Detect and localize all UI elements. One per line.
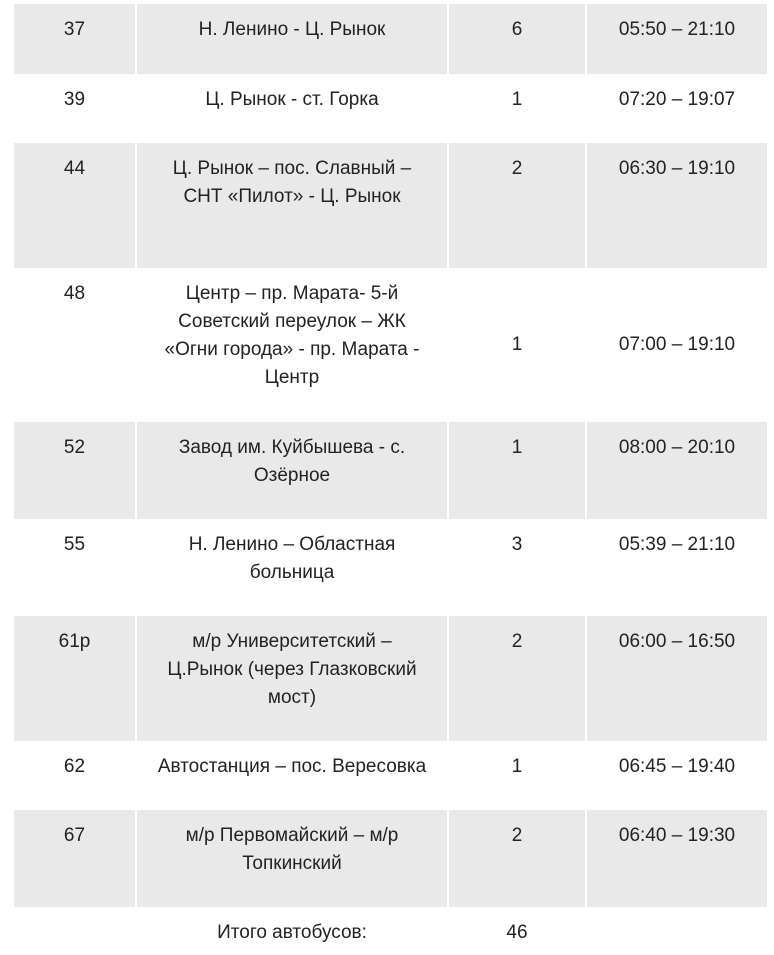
bus-count-cell: 2: [447, 143, 585, 268]
total-row: [14, 907, 767, 955]
route-number-cell: 67: [14, 810, 135, 907]
bus-count-cell: 6: [447, 4, 585, 74]
route-name: Ц. Рынок - ст. Горка: [205, 89, 379, 110]
route-number-cell: 39: [14, 74, 135, 143]
route-name-cell: [135, 4, 447, 74]
operating-hours-cell: 05:39 – 21:10: [585, 519, 767, 616]
table-row: [14, 74, 767, 143]
bus-count-cell: 2: [447, 616, 585, 741]
operating-hours-cell: 06:45 – 19:40: [585, 741, 767, 810]
empty-cell: [14, 907, 135, 955]
bus-count-cell: 1: [447, 422, 585, 519]
table-row: [14, 519, 767, 616]
route-name: м/р Университетский – Ц.Рынок (через Глазковский мост): [167, 631, 417, 708]
route-number-cell: 55: [14, 519, 135, 616]
operating-hours-cell: 08:00 – 20:10: [585, 422, 767, 519]
total-value: 46: [447, 907, 585, 955]
route-number-cell: 61р: [14, 616, 135, 741]
route-name: м/р Первомайский – м/р Топкинский: [185, 825, 399, 874]
table-row: [14, 268, 767, 422]
route-name: Центр – пр. Марата- 5-й Советский переулок – ЖК «Огни города» - пр. Марата - Центр: [164, 283, 420, 388]
route-name-cell: [135, 810, 447, 907]
table-row: [14, 616, 767, 741]
route-name-cell: [135, 519, 447, 616]
route-name: Автостанция – пос. Вересовка: [157, 756, 427, 777]
route-name: Ц. Рынок – пос. Славный – СНТ «Пилот» - Ц. Рынок: [172, 158, 412, 207]
bus-count-cell: 1: [447, 268, 585, 422]
operating-hours-cell: 07:00 – 19:10: [585, 268, 767, 422]
bus-count-cell: 1: [447, 74, 585, 143]
route-name-cell: [135, 741, 447, 810]
route-number-cell: 37: [14, 4, 135, 74]
route-name-cell: [135, 74, 447, 143]
table-row: [14, 810, 767, 907]
table-row: [14, 4, 767, 74]
bus-count-cell: 2: [447, 810, 585, 907]
route-name-cell: [135, 422, 447, 519]
route-name-cell: [135, 268, 447, 422]
bus-count-cell: 3: [447, 519, 585, 616]
empty-cell: [585, 907, 767, 955]
operating-hours-cell: 06:00 – 16:50: [585, 616, 767, 741]
operating-hours-cell: 06:30 – 19:10: [585, 143, 767, 268]
route-number-cell: 48: [14, 268, 135, 422]
route-number-cell: 62: [14, 741, 135, 810]
route-number-cell: 52: [14, 422, 135, 519]
route-number-cell: 44: [14, 143, 135, 268]
operating-hours-cell: 05:50 – 21:10: [585, 4, 767, 74]
table-row: [14, 143, 767, 268]
operating-hours-cell: 06:40 – 19:30: [585, 810, 767, 907]
bus-count-cell: 1: [447, 741, 585, 810]
table-row: [14, 422, 767, 519]
table-row: [14, 741, 767, 810]
route-name-cell: [135, 616, 447, 741]
route-name: Завод им. Куйбышева - с. Озёрное: [178, 437, 406, 486]
total-label: Итого автобусов:: [135, 907, 447, 955]
route-name: Н. Ленино - Ц. Рынок: [198, 19, 386, 40]
route-name: Н. Ленино – Областная больница: [188, 534, 396, 583]
bus-routes-table: [14, 4, 767, 955]
route-name-cell: [135, 143, 447, 268]
operating-hours-cell: 07:20 – 19:07: [585, 74, 767, 143]
